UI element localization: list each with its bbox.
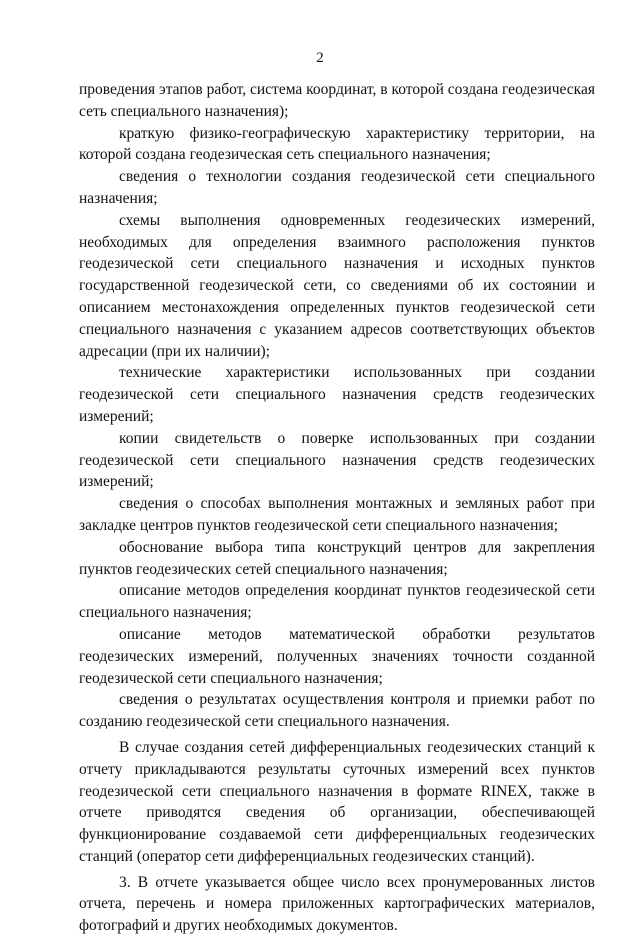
paragraph-technology: сведения о технологии создания геодезической сети специального назначения; — [79, 168, 595, 207]
paragraph-technical-characteristics: технические характеристики использованных при создании геодезической сети специального назначения средств геодезических измерений; — [79, 364, 595, 425]
paragraph-continuation: проведения этапов работ, система координат, в которой создана геодезическая сеть специального назначения); — [79, 81, 595, 120]
paragraph-differential-stations: В случае создания сетей дифференциальных геодезических станций к отчету прикладываются результаты суточных измерений всех пунктов геодезической сети специального назначения в формате RINEX, также в отчете приводятся сведения об организации, обеспечивающей функционирование создаваемой сети дифференциальных геодезических станций (оператор сети дифференциальных геодезических станций). — [79, 738, 595, 865]
paragraph-installation-methods: сведения о способах выполнения монтажных и земляных работ при закладке центров пунктов геодезической сети специального назначения; — [79, 495, 595, 534]
paragraph-verification-certificates: копии свидетельств о поверке использованных при создании геодезической сети специального назначения средств геодезических измерений; — [79, 429, 595, 491]
paragraph-section-3: 3. В отчете указывается общее число всех пронумерованных листов отчета, перечень и номера приложенных картографических материалов, фотографий и других необходимых документов. — [79, 873, 595, 935]
paragraph-coordinate-methods: описание методов определения координат пунктов геодезической сети специального назначения; — [79, 582, 595, 622]
paragraph-control-results: сведения о результатах осуществления контроля и приемки работ по созданию геодезической сети специального назначения. — [79, 691, 595, 731]
paragraph-measurement-schemes: схемы выполнения одновременных геодезических измерений, необходимых для определения взаимного расположения пунктов геодезической сети специального назначения и исходных пунктов государственной геодезической сети, со сведениями об их состоянии и описанием местонахождения определенных пунктов геодезической сети специального назначения с указанием адресов соответствующих объектов адресации (при их наличии); — [79, 211, 595, 360]
paragraph-physical-geographic: краткую физико-географическую характеристику территории, на которой создана геодезическая сеть специального назначения; — [79, 124, 595, 164]
paragraph-processing-methods: описание методов математической обработки результатов геодезических измерений, полученных значениях точности созданной геодезической сети специального назначения; — [79, 625, 595, 687]
paragraph-center-construction: обоснование выбора типа конструкций центров для закрепления пунктов геодезических сетей специального назначения; — [79, 538, 595, 578]
page-number: 2 — [316, 50, 324, 66]
document-body — [79, 79, 595, 937]
